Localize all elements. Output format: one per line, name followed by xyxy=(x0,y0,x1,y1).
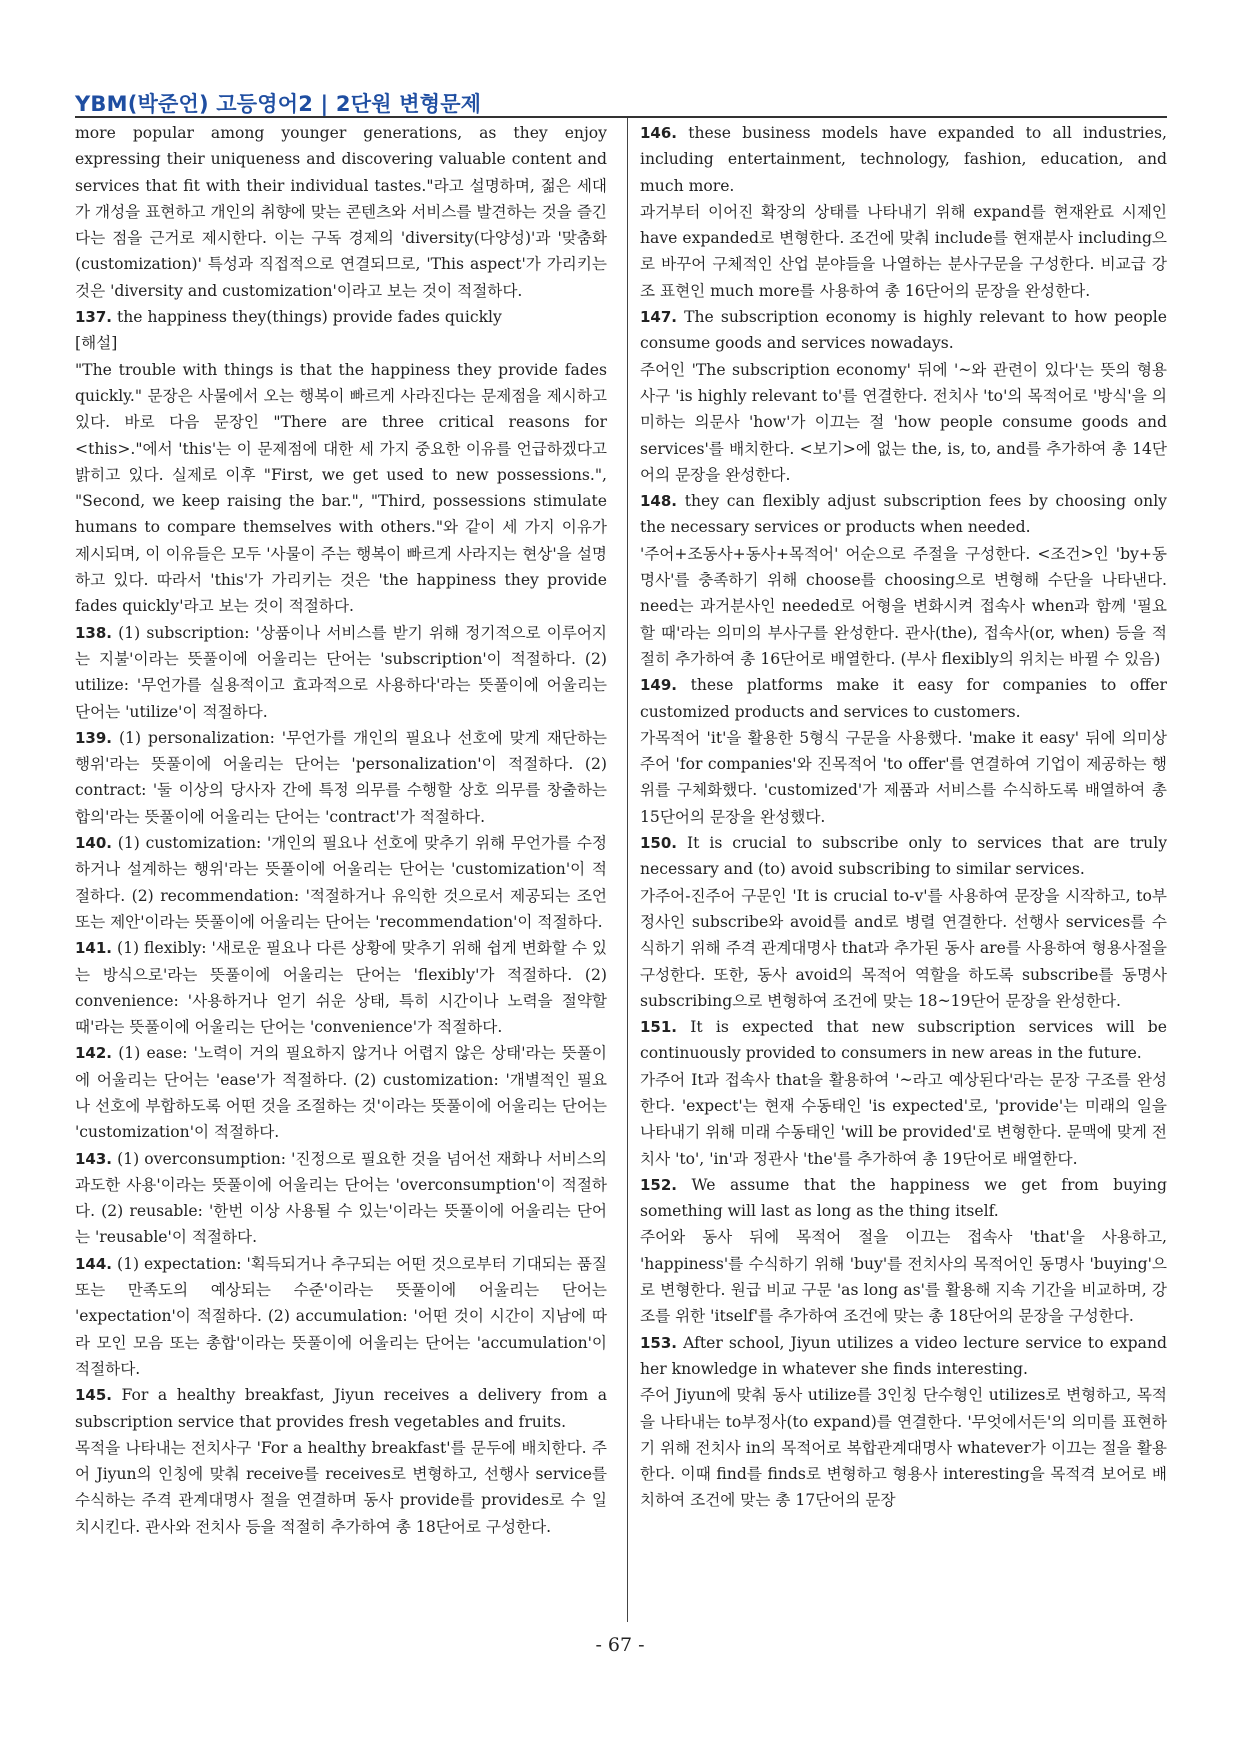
answer-text xyxy=(640,1014,1167,1067)
answer-text xyxy=(640,672,1167,725)
item-number: 145. xyxy=(75,1386,113,1405)
answer-text xyxy=(75,935,607,1040)
line-text: 가주어-진주어 구문인 'It is crucial to-v'를 사용하여 문장을 시작하고, to부정사인 subscribe와 avoid를 and로 병렬 연결한다. 선행사 services를 수식하기 위해 주격 관계대명사 that과 추가된 동사 are를 사용하여 형용사절을 구성한다. 또한, 동사 avoid의 목적어 역할을 하도록 subscribe를 동명사 subscribing으로 변형하여 조건에 맞는 18~19단어 문장을 완성한다. xyxy=(640,886,1167,1010)
line-text: they can flexibly adjust subscription fees by choosing only the necessary services or products when needed. xyxy=(640,492,1167,537)
explanation-text xyxy=(75,1435,607,1540)
explanation-text xyxy=(640,1224,1167,1329)
line-text: 가주어 It과 접속사 that을 활용하여 '~라고 예상된다'라는 문장 구조를 완성한다. 'expect'는 현재 수동태인 'is expected'로, 'provide'는 미래의 일을 나타내기 위해 미래 수동태인 'will be provided'로 변형한다. 문맥에 맞게 전치사 'to', 'in'과 정관사 'the'를 추가하여 총 19단어로 배열한다. xyxy=(640,1070,1167,1168)
item-number: 146. xyxy=(640,124,678,142)
answer-item xyxy=(75,830,607,935)
item-number: 148. xyxy=(640,492,678,511)
line-text: 과거부터 이어진 확장의 상태를 나타내기 위해 expand를 현재완료 시제인 have expanded로 변형한다. 조건에 맞춰 include를 현재분사 including으로 바꾸어 구체적인 산업 분야들을 나열하는 분사구문을 구성한다. 비교급 강조 표현인 much more를 사용하여 총 16단어의 문장을 완성한다. xyxy=(640,202,1167,300)
explanation-text xyxy=(75,357,607,620)
answer-text xyxy=(75,120,607,304)
answer-text xyxy=(75,830,607,935)
line-text: (1) expectation: '획득되거나 추구되는 어떤 것으로부터 기대되는 품질 또는 만족도의 예상되는 수준'이라는 뜻풀이에 어울리는 단어는 'expectation'이 적절하다. (2) accumulation: '어떤 것이 시간이 지남에 따라 모인 모음 또는 총합'이라는 뜻풀이에 어울리는 단어는 'accumulation'이 적절하다. xyxy=(75,1254,607,1378)
item-number: 147. xyxy=(640,308,678,327)
answer-item xyxy=(640,488,1167,672)
item-number: 137. xyxy=(75,308,113,327)
item-number: 138. xyxy=(75,623,113,642)
explanation-text xyxy=(640,199,1167,304)
column-divider xyxy=(627,118,628,1622)
answer-text xyxy=(640,830,1167,883)
line-text: (1) ease: '노력이 거의 필요하지 않거나 어렵지 않은 상태'라는 뜻풀이에 어울리는 단어는 'ease'가 적절하다. (2) customization: '개별적인 필요나 선호에 부합하도록 어떤 것을 조절하는 것'이라는 뜻풀이에 어울리는 단어는 'customization'이 적절하다. xyxy=(75,1044,607,1142)
explanation-text xyxy=(640,883,1167,1014)
answer-text xyxy=(640,488,1167,541)
item-number: 149. xyxy=(640,676,678,695)
line-text: more popular among younger generations, as they enjoy expressing their uniqueness and discovering valuable content and services that fit with their individual tastes."라고 설명하며, 젊은 세대가 개성을 표현하고 개인의 취향에 맞는 콘텐츠와 서비스를 발견하는 것을 즐긴다는 점을 근거로 제시한다. 이는 구독 경제의 'diversity(다양성)'과 '맞춤화(customization)' 특성과 직접적으로 연결되므로, 'This aspect'가 가리키는 것은 'diversity and customization'이라고 보는 것이 적절하다. xyxy=(75,124,607,300)
explanation-text xyxy=(640,725,1167,830)
answer-item xyxy=(75,1251,607,1382)
line-text: 주어인 'The subscription economy' 뒤에 '~와 관련이 있다'는 뜻의 형용사구 'is highly relevant to'를 연결한다. 전치사 'to'의 목적어로 '방식'을 의미하는 의문사 'how'가 이끄는 절 'how people consume goods and services'를 배치한다. <보기>에 없는 the, is, to, and를 추가하여 총 14단어의 문장을 완성한다. xyxy=(640,360,1167,484)
line-text: (1) overconsumption: '진정으로 필요한 것을 넘어선 재화나 서비스의 과도한 사용'이라는 뜻풀이에 어울리는 단어는 'overconsumption'이 적절하다. (2) reusable: '한번 이상 사용될 수 있는'이라는 뜻풀이에 어울리는 단어는 'reusable'이 적절하다. xyxy=(75,1149,607,1247)
explanation-text xyxy=(75,330,607,356)
answer-text xyxy=(75,1146,607,1251)
answer-item xyxy=(640,120,1167,304)
answer-text xyxy=(640,304,1167,357)
line-text: The subscription economy is highly relevant to how people consume goods and services nowadays. xyxy=(640,308,1167,353)
line-text: [해설] xyxy=(75,334,118,353)
explanation-text xyxy=(640,1382,1167,1513)
line-text: (1) personalization: '무언가를 개인의 필요나 선호에 맞게 재단하는 행위'라는 뜻풀이에 어울리는 단어는 'personalization'이 적절하다. (2) contract: '둘 이상의 당사자 간에 특정 의무를 수행할 상호 의무를 창출하는 합의'라는 뜻풀이에 어울리는 단어는 'contract'가 적절하다. xyxy=(75,728,607,826)
line-text: (1) customization: '개인의 필요나 선호에 맞추기 위해 무언가를 수정하거나 설계하는 행위'라는 뜻풀이에 어울리는 단어는 'customization'이 적절하다. (2) recommendation: '적절하거나 유익한 것으로서 제공되는 조언 또는 제안'이라는 뜻풀이에 어울리는 단어는 'recommendation'이 적절하다. xyxy=(75,834,607,931)
line-text: (1) flexibly: '새로운 필요나 다른 상황에 맞추기 위해 쉽게 변화할 수 있는 방식으로'라는 뜻풀이에 어울리는 단어는 'flexibly'가 적절하다. (2) convenience: '사용하거나 얻기 쉬운 상태, 특히 시간이나 노력을 절약할 때'라는 뜻풀이에 어울리는 단어는 'convenience'가 적절하다. xyxy=(75,939,607,1037)
answer-text xyxy=(640,120,1167,199)
answer-item xyxy=(75,725,607,830)
line-text: these platforms make it easy for companies to offer customized products and services to customers. xyxy=(640,676,1167,721)
answer-text xyxy=(640,1172,1167,1225)
right-column xyxy=(640,120,1167,1514)
answer-text xyxy=(75,304,607,330)
answer-text xyxy=(75,1382,607,1435)
answer-item xyxy=(75,1146,607,1251)
answer-item xyxy=(640,672,1167,830)
answer-item xyxy=(75,1382,607,1540)
left-column xyxy=(75,120,607,1540)
answer-item xyxy=(75,120,607,304)
line-text: "The trouble with things is that the happiness they provide fades quickly." 문장은 사물에서 오는 행복이 빠르게 사라진다는 문제점을 제시하고 있다. 바로 다음 문장인 "There are three critical reasons for <this>."에서 'this'는 이 문제점에 대한 세 가지 중요한 이유를 언급하겠다고 밝히고 있다. 실제로 이후 "First, we get used to new possessions.", "Second, we keep raising the bar.", "Third, possessions stimulate humans to compare themselves with others."와 같이 세 가지 이유가 제시되며, 이 이유들은 모두 '사물이 주는 행복이 빠르게 사라지는 현상'을 설명하고 있다. 따라서 'this'가 가리키는 것은 'the happiness they provide fades quickly'라고 보는 것이 적절하다. xyxy=(75,360,607,616)
item-number: 152. xyxy=(640,1175,678,1194)
answer-item xyxy=(640,304,1167,488)
page-header-title: YBM(박준언) 고등영어2 | 2단원 변형문제 xyxy=(75,92,482,116)
explanation-text xyxy=(640,357,1167,488)
page-number: - 67 - xyxy=(595,1634,645,1656)
answer-item xyxy=(640,1014,1167,1172)
answer-text xyxy=(75,1040,607,1145)
item-number: 143. xyxy=(75,1149,113,1168)
explanation-text xyxy=(640,541,1167,672)
line-text: these business models have expanded to all industries, including entertainment, technology, fashion, education, and much more. xyxy=(640,124,1167,195)
answer-text xyxy=(75,725,607,830)
line-text: It is expected that new subscription services will be continuously provided to consumers in new areas in the future. xyxy=(640,1018,1167,1063)
line-text: (1) subscription: '상품이나 서비스를 받기 위해 정기적으로 이루어지는 지불'이라는 뜻풀이에 어울리는 단어는 'subscription'이 적절하다. (2) utilize: '무언가를 실용적이고 효과적으로 사용하다'라는 뜻풀이에 어울리는 단어는 'utilize'이 적절하다. xyxy=(75,623,607,721)
line-text: '주어+조동사+동사+목적어' 어순으로 주절을 구성한다. <조건>인 'by+동명사'를 충족하기 위해 choose를 choosing으로 변형해 수단을 나타낸다. need는 과거분사인 needed로 어형을 변화시켜 접속사 when과 함께 '필요할 때'라는 의미의 부사구를 완성한다. 관사(the), 접속사(or, when) 등을 적절히 추가하여 총 16단어로 배열한다. (부사 flexibly의 위치는 바뀔 수 있음) xyxy=(640,544,1167,668)
answer-item xyxy=(75,620,607,725)
explanation-text xyxy=(640,1067,1167,1172)
header-rule xyxy=(75,116,1167,118)
answer-item xyxy=(75,1040,607,1145)
line-text: For a healthy breakfast, Jiyun receives a delivery from a subscription service that provides fresh vegetables and fruits. xyxy=(75,1386,607,1431)
item-number: 141. xyxy=(75,939,113,958)
answer-item xyxy=(75,935,607,1040)
item-number: 151. xyxy=(640,1018,678,1037)
answer-text xyxy=(75,1251,607,1382)
line-text: 주어와 동사 뒤에 목적어 절을 이끄는 접속사 'that'을 사용하고, 'happiness'를 수식하기 위해 'buy'를 전치사의 목적어인 동명사 'buying'으로 변형한다. 원급 비교 구문 'as long as'를 활용해 지속 기간을 비교하며, 강조를 위한 'itself'를 추가하여 조건에 맞는 총 18단어의 문장을 구성한다. xyxy=(640,1228,1167,1326)
answer-text xyxy=(75,620,607,725)
line-text: 주어 Jiyun에 맞춰 동사 utilize를 3인칭 단수형인 utilizes로 변형하고, 목적을 나타내는 to부정사(to expand)를 연결한다. '무엇에서든'의 의미를 표현하기 위해 전치사 in의 목적어로 복합관계대명사 whatever가 이끄는 절을 활용한다. 이때 find를 finds로 변형하고 형용사 interesting을 목적격 보어로 배치하여 조건에 맞는 총 17단어의 문장 xyxy=(640,1386,1167,1510)
line-text: the happiness they(things) provide fades quickly xyxy=(116,308,502,327)
item-number: 144. xyxy=(75,1254,113,1273)
item-number: 139. xyxy=(75,728,113,747)
item-number: 153. xyxy=(640,1333,678,1352)
item-number: 140. xyxy=(75,834,113,853)
answer-item xyxy=(640,1330,1167,1514)
line-text: It is crucial to subscribe only to services that are truly necessary and (to) avoid subscribing to similar services. xyxy=(640,834,1168,879)
answer-item xyxy=(640,830,1167,1014)
answer-item xyxy=(75,304,607,620)
line-text: After school, Jiyun utilizes a video lecture service to expand her knowledge in whatever she finds interesting. xyxy=(640,1333,1167,1378)
line-text: 목적을 나타내는 전치사구 'For a healthy breakfast'를 문두에 배치한다. 주어 Jiyun의 인칭에 맞춰 receive를 receives로 변형하고, 선행사 service를 수식하는 주격 관계대명사 절을 연결하며 동사 provide를 provides로 수 일치시킨다. 관사와 전치사 등을 적절히 추가하여 총 18단어로 구성한다. xyxy=(75,1438,607,1536)
answer-item xyxy=(640,1172,1167,1330)
item-number: 150. xyxy=(640,834,678,853)
line-text: 가목적어 'it'을 활용한 5형식 구문을 사용했다. 'make it easy' 뒤에 의미상 주어 'for companies'와 진목적어 'to offer'를 연결하여 기업이 제공하는 행위를 구체화했다. 'customized'가 제품과 서비스를 수식하도록 배열하여 총 15단어의 문장을 완성했다. xyxy=(640,728,1167,826)
answer-text xyxy=(640,1330,1167,1383)
item-number: 142. xyxy=(75,1044,113,1063)
line-text: We assume that the happiness we get from buying something will last as long as the thing itself. xyxy=(640,1175,1167,1221)
